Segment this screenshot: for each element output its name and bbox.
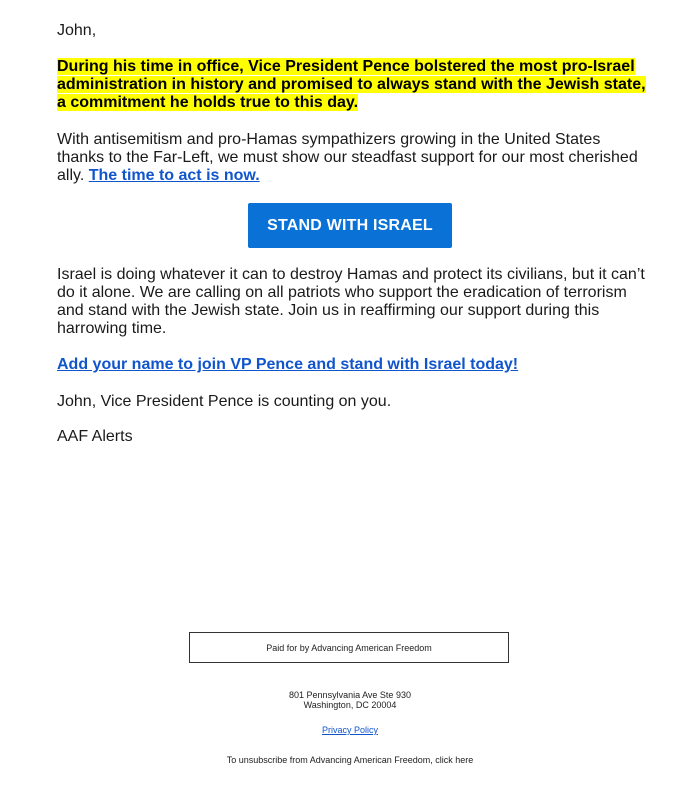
israel-paragraph: Israel is doing whatever it can to destroy Hamas and protect its civilians, but it can’t do it alone. We are calling on all patriots who support the eradication of terrorism and stand with the Jewish state. Join us in reaffirming our support during this harrowing time. xyxy=(57,266,645,337)
signoff: AAF Alerts xyxy=(57,428,133,445)
address-line-2: Washington, DC 20004 xyxy=(303,700,397,710)
stand-with-israel-button[interactable]: STAND WITH ISRAEL xyxy=(248,203,452,248)
support-paragraph-text: With antisemitism and pro-Hamas sympathizers growing in the United States thanks to the Far-Left, we must show our steadfast support for our most cherished ally. xyxy=(57,131,638,184)
lead-paragraph xyxy=(57,58,647,112)
mailing-address xyxy=(0,690,700,710)
privacy-container xyxy=(0,725,700,735)
highlighted-lead-text: During his time in office, Vice President Pence bolstered the most pro-Israel administration in history and promised to always stand with the Jewish state, a commitment he holds true to this day. xyxy=(57,58,646,111)
time-to-act-link[interactable]: The time to act is now. xyxy=(88,167,260,184)
support-paragraph xyxy=(57,131,647,185)
unsubscribe-text[interactable]: To unsubscribe from Advancing American Freedom, click here xyxy=(226,755,474,765)
cta-container xyxy=(248,203,452,248)
add-name-paragraph xyxy=(57,356,518,374)
privacy-policy-link[interactable]: Privacy Policy xyxy=(321,725,378,735)
address-line-1: 801 Pennsylvania Ave Ste 930 xyxy=(289,690,411,700)
greeting: John, xyxy=(57,22,97,39)
add-your-name-link[interactable]: Add your name to join VP Pence and stand with Israel today! xyxy=(57,356,519,373)
paid-for-box: Paid for by Advancing American Freedom xyxy=(189,632,509,663)
counting-on-you-text: John, Vice President Pence is counting on you. xyxy=(57,393,392,410)
